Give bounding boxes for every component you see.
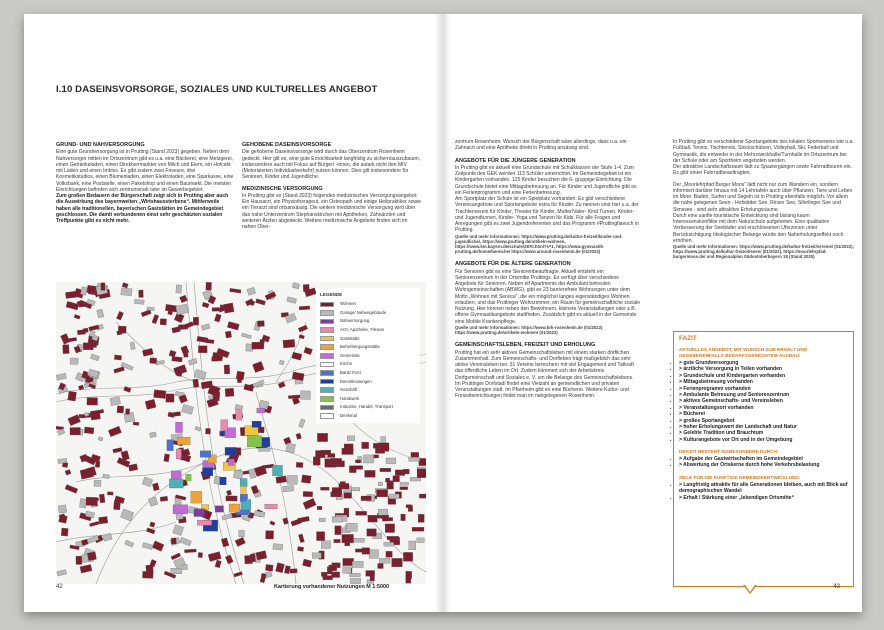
legend-swatch	[320, 405, 334, 411]
fazit-item: • > Langfristig attraktiv für alle Generationen bleiben, auch mit Blick auf demographischen Wandel	[679, 482, 848, 495]
legend-label: Beherbergungsstätte	[340, 344, 380, 350]
legend-swatch	[320, 302, 334, 308]
legend-label: Garage/ Nebengebäude	[340, 309, 387, 315]
legend-item	[320, 352, 416, 361]
source-note: Quelle und mehr Informationen: https://www.brk-rosenheim.de (01/2022) https://www.prutting.de/artikeln-wohnen/ (01/2022)	[455, 324, 603, 336]
legend-label: Arzt, Apotheke, Fitness	[340, 327, 385, 333]
legend-label: Gemeinde	[340, 352, 360, 358]
paragraph: Für Senioren gibt es eine Seniorenbeauftragte. Aktuell entsteht ein Seniorenzentrum in der Ortsmitte Pruttings. Es verfügt über verschiedene Angebote für Senioren. Neben elf Apartments der Ambulant betreuten Wohngemeinschaften (ABWG), gibt es 23 barrierefreie Wohnungen unter dem Motto „Wohnen mit Service“, die ein möglichst langes eigenständiges Wohnen erlauben, und das Pruttinger Wohnzimmer, ein Raum für gemeinschaftliche soziale Nutzung. Hier können neben den Bewohnern, kleinere Veranstaltungen oder z.B. offene Gymnastikangebote stattfinden. Zusätzlich gibt es aktuell in der Gemeinde eine Mobile Krankenpflege.	[455, 268, 641, 325]
fazit-item: • > Gelebte Tradition und Brauchtum	[679, 430, 848, 436]
fazit-heading-angebot: AKTUELLES ANGEBOT, MIT WUNSCH ZUM ERHALT UND GEGEBENENFALLS BEDARFSGERECHTEM AUSBAU:	[679, 347, 808, 359]
legend-label: Handwerk	[340, 395, 360, 401]
section-title: I.10 DASEINSVORSORGE, SOZIALES UND KULTURELLES ANGEBOT	[56, 84, 378, 95]
legend-label: Nahversorgung	[340, 318, 370, 324]
fazit-list-ziele	[679, 482, 848, 501]
legend-item	[320, 395, 416, 404]
legend-swatch	[320, 370, 334, 376]
legend-swatch	[320, 413, 334, 419]
fazit-item: • > Ferienprogramm vorhanden	[679, 386, 848, 392]
legend-swatch	[320, 387, 334, 393]
left-page	[24, 14, 443, 612]
fazit-item: • > Veranstaltungsort vorhanden	[679, 405, 848, 411]
legend-swatch	[320, 396, 334, 402]
land-use-map	[56, 282, 426, 584]
heading-gehobene: GEHOBENE DASEINSVORSORGE	[242, 142, 332, 148]
legend-item	[320, 343, 416, 352]
text-column-2	[242, 139, 422, 230]
text-column-4	[673, 139, 854, 260]
fazit-list-angebot	[679, 360, 848, 443]
map-caption: Kartierung vorhandener Nutzungen M 1:5000	[274, 584, 390, 590]
legend-title: LEGENDE	[320, 292, 343, 297]
source-note: Quelle und mehr Informationen: https://www.prutting.de/kultur-freizeit/vereine/ (01/2022), https://www.prutting.de/kultur-freizeit/seen/ (01/2022), https://moorlehrpfad-burgermoos.de/ und Regionalplan Südostoberbayern 18 (Stand 2020)	[673, 244, 854, 260]
fazit-item: • > großes Sportangebot	[679, 418, 848, 424]
legend-swatch	[320, 310, 334, 316]
fazit-box	[673, 331, 854, 587]
paragraph: Der attraktive Landschaftsraum lädt zu Spaziergängen sowie Fahrradtouren ein. Es gibt einen Fahrradbeauftragten.	[673, 164, 852, 177]
heading-medizin: MEDIZINISCHE VERSORGUNG	[242, 185, 323, 192]
legend-item	[320, 386, 416, 395]
legend-swatch	[320, 362, 334, 368]
fazit-item: • > gute Grundversorgung	[679, 360, 848, 366]
heading-aeltere: ANGEBOTE FÜR DIE ÄLTERE GENERATION	[455, 261, 571, 268]
legend-swatch	[320, 319, 334, 325]
heading-juengere: ANGEBOTE FÜR DIE JÜNGERE GENERATION	[455, 157, 576, 164]
fazit-item: • > Kulturangebote vor Ort und in der Umgebung	[679, 437, 848, 443]
text-column-3	[455, 139, 641, 400]
legend-swatch	[320, 327, 334, 333]
paragraph: Im Pruttinger Dorfstadl findet eine Vielzahl an gemeindlichen und privaten Veranstaltungen statt. Im Pfarrheim gibt es eine Bücherei. Weitere Kultur- und Freizeiteinrichtungen findet man im nahgelegenen Rosenheim.	[455, 380, 629, 400]
legend-swatch	[320, 353, 334, 359]
legend-item	[320, 326, 416, 335]
legend-swatch	[320, 344, 334, 350]
map-legend	[316, 288, 420, 423]
legend-label: Gaststätte	[340, 335, 360, 341]
legend-item	[320, 377, 416, 386]
fazit-item: • > Mittagsbetreuung vorhanden	[679, 379, 848, 385]
fazit-item: • > Bücherei	[679, 411, 848, 417]
fazit-item: • > ärztliche Versorgung in Teilen vorhanden	[679, 366, 848, 372]
source-note: Quelle und mehr Informationen: https://www.prutting.de/kultur-freizeit/kinder-und-jugendliche/, https://www.prutting.de/artikeln-wohnen, https://www.km.bayern.de/schule/2870.html?s=1, https://www.gymnastik-prutting.de/home/bereiche/ https://www.around-rosenheim.de (01/2022)	[455, 233, 623, 255]
legend-swatch	[320, 379, 334, 385]
paragraph: In Prutting gibt es (Stand 2023) folgendes medizinisches Versorgungsangebot: Ein Hausarzt, ein Physiotherapeut, ein Osteopath und einige Heilpraktiker sowie ein Tierarzt sind ortsansässig. Die weitere medizinische Versorgung wird über das nahe Unterzentrum Stephanskirchen mit Apotheken, Zahnärzten und weiteren Ärzten abgedeckt. Weitere medizinische Angebote finden sich im nahen Ober-	[242, 192, 421, 231]
legend-label: Dienstleistungen	[340, 378, 372, 384]
paragraph: In Prutting gibt es aktuell eine Grundschule mit Schulklassen der Stufe 1-4. Zum Zeitpunkt des GEK werden 113 Schüler unterrichtet. Im Gemeindegebiet ist ein Kindergarten vorhanden. 125 Kinder besuchen die 6- gruppige Einrichtung. Die Grundschule bietet eine Mittagsbetreuung an. Für Kinder und Jugendliche gibt es ein Ferienprogramm und eine Ferienbetreuung.	[455, 164, 637, 196]
legend-item	[320, 309, 416, 318]
paragraph: In Prutting gibt es verschiedene Sportangebote des lokalen Sportvereins wie u.a. Fußball, Tennis, Tischtennis, Stockschützen, Volleyball, Ski, Federball und Gymnastik, die entweder in der Mehrzweckhalle/Turnhalle im Ortszentrum bei der Schule oder am Sportheim angeboten werden.	[673, 139, 854, 164]
heading-gemeinschaft: GEMEINSCHAFTSLEBEN, FREIZEIT UND ERHOLUNG	[455, 342, 596, 349]
legend-item	[320, 317, 416, 326]
paragraph: zentrum Rosenheim. Wunsch der Bürgerschaft wäre allerdings, dass u.a. ein Zahnarzt und eine Apotheke direkt in Prutting ansässig sind.	[455, 139, 627, 152]
legend-item	[320, 300, 416, 309]
fazit-item: • > Grundschule und Kindergarten vorhanden	[679, 373, 848, 379]
legend-label: Bank/ Post	[340, 370, 361, 376]
fazit-list-defizit	[679, 456, 848, 469]
paragraph: Die gehobene Daseinsvorsorge wird durch das Oberzentrum Rosenheim gedeckt. Hier gilt es, eine gute Erreichbarkeit langfristig zu sichern/auszubauen, insbesondere auch mit Fokus auf Bürger/ -innen, die autark nicht den MIV (Motorisierten Individualverkehr) nutzen können. Dies gilt insbesondere für Senioren, Kinder und Jugendliche.	[242, 149, 421, 181]
fazit-heading-ziele: ZIELE FÜR DIE KÜNFTIGE GEMEINDEENTWICKLUNG:	[679, 474, 801, 480]
page-number-right: 43	[833, 584, 840, 590]
legend-label: Industrie, Handel, Transport	[340, 404, 394, 410]
book-gutter	[435, 14, 451, 612]
legend-swatch	[320, 336, 334, 342]
legend-item	[320, 412, 416, 421]
legend-label: Kirche	[340, 361, 353, 367]
paragraph-bold: Zum großen Bedauern der Bürgerschaft zeigt sich in Prutting aber auch die Auswirkung des bayernweiten „Wirtshaussterbens“. Mittlerweile haben alle traditionellen, bayerischen Gaststätten im Gemeindegebiet geschlossen. Die damit verbundenen einst sehr geschätzten sozialen Treffpunkte gibt es nicht mehr.	[56, 193, 229, 225]
legend-label: Wohnen	[340, 301, 356, 307]
book-spread	[24, 14, 862, 612]
paragraph: Prutting hat ein sehr aktives Gemeinschaftsleben mit einem starken dörflichen Zusammenhalt. Zum Gemeinschafts- und Dorfleben trägt maßgeblich das sehr aktive Vereinsleben bei. 31 Vereine bereichern mit viel Engagement und Tatkraft das öffentliche Leben im Ort. Zudem kümmert sich der Arbeitskreis Dorfgemeinschaft und Soziales e. V. um die Belange des Gemeinschaftslebens.	[455, 349, 634, 381]
fazit-item: • > Abwertung der Ortskerne durch hohe Verkehrsbelastung	[679, 462, 848, 468]
right-page	[443, 14, 862, 612]
fazit-title: FAZIT	[679, 335, 697, 342]
legend-item	[320, 334, 416, 343]
fazit-item: • > aktives Gemeinschafts- und Vereinsleben	[679, 398, 848, 404]
fazit-item: • > Aufgabe der Gastwirtschaften im Gemeindegebiet	[679, 456, 848, 462]
legend-item	[320, 403, 416, 412]
paragraph: Eine gute Grundversorgung ist in Prutting (Stand 2023) gegeben. Neben dem Nahversorger mitten im Ortszentrum gibt es u.a. eine Bäckerei, eine Metzgerei, einen Getränkeladen, einen Direktvermarkter von Milch und Eiern, ein Hofcafé mit Läden und einen Imbiss. Es gibt zudem zwei Friseure, drei Kosmetikstudios, einen Blumenladen, einen Elektroladen, eine Sparkasse, eine Volksbank, eine Poststelle, einen Paketshop und einen Baumarkt. Die meisten Einrichtungen befinden sich zentrumsnah oder im Gewerbegebiet.	[56, 149, 234, 193]
page-number-left: 42	[56, 584, 63, 590]
paragraph: Am Sportplatz der Schule ist ein Spielplatz vorhanden. Es gibt verschiedene Vereinsangebote und Sportangebote extra für Kinder. Zu nennen sind hier u.a. der Trachtenverein für Kinder, Theater für Kinder, Mutter/Vater- Kind Turnen, Kinder- und Jugendturnen, Kinder- Yoga und Tanzen für Kids. Für alle Fragen und Anregungen gibt es zwei Jugendreferenten und das Programm #Pruttingfiaeuch in Prutting.	[455, 196, 639, 234]
paragraph: Durch eine sanfte touristische Entwicklung sind bislang kaum Interessenskonflikte mit dem Naturschutz aufgetreten. Eine qualitative Verbesserung der Seebäder und erschlossenen Uferzonen unter Berücksichtigung ökologischer Belange würde den Naherholungseffekt noch erhöhen.	[673, 212, 844, 244]
legend-item	[320, 369, 416, 378]
fazit-item: • > hoher Erholungswert der Landschaft und Natur	[679, 424, 848, 430]
heading-grundversorgung: GRUND- UND NAHVERSORGUNG	[56, 142, 145, 148]
fazit-item: • > Ambulante Betreuung und Seniorenzentrum	[679, 392, 848, 398]
fazit-heading-defizit: DEFIZIT BESTEHT INSBESONDERE DURCH:	[679, 449, 779, 455]
paragraph: Der „Moorlehrpfad Burger Moos“ lädt nicht nur zum Wandern ein, sondern informiert darüber hinaus mit 14 Lehrtafeln auch über Pflanzen, Tiere und Leben im Moor. Baden, Surfen und Segeln ist in Prutting ebenfalls möglich. Vor allem die nahe gelegenen Seen - Hofstätter See, Rinser See, Siferlinger See und Simssee - sind sehr attraktive Erholungsräume.	[673, 181, 853, 213]
text-column-1	[56, 139, 234, 224]
legend-label: Geschäft	[340, 387, 358, 393]
legend-item	[320, 360, 416, 369]
legend-label: Denkmal	[340, 413, 357, 419]
fazit-item: • > Erhalt / Stärkung einer „lebendigen Ortsmitte“	[679, 495, 848, 501]
